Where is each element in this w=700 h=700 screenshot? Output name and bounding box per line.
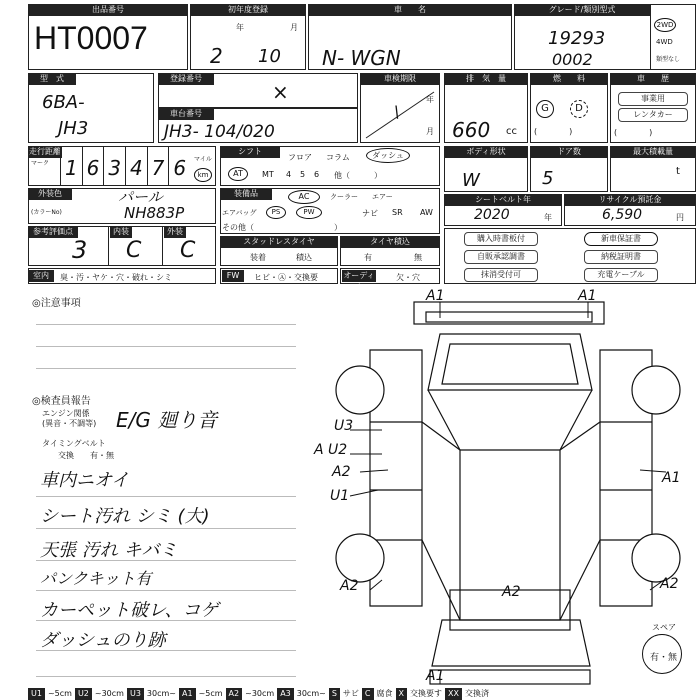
- legend-key: A2: [226, 688, 243, 700]
- equip-airbag: エアバッグ: [222, 209, 257, 217]
- audio-opts: 欠・穴: [396, 273, 420, 282]
- reg-no-label: 登録番号: [158, 73, 214, 85]
- inspector-note: 天張 汚れ キバミ: [40, 540, 178, 561]
- legend-key: A3: [277, 688, 294, 700]
- equip-sr: SR: [392, 208, 403, 217]
- damage-mark-u3: U3: [334, 418, 354, 434]
- legend-key: C: [362, 688, 374, 700]
- legend-bar: [28, 688, 696, 700]
- damage-mark-right-bottom-a2: A2: [660, 576, 679, 592]
- chassis-no: JH3- 104/020: [164, 122, 275, 142]
- color-name: パール: [118, 188, 163, 206]
- inspector-note: 車内ニオイ: [40, 470, 130, 491]
- color-code: NH883P: [124, 204, 185, 222]
- mileage-digit: 7: [147, 146, 169, 186]
- legend-val: 30cm~: [296, 689, 326, 698]
- legend-val: ~30cm: [94, 689, 124, 698]
- damage-mark-right-a1: A1: [662, 470, 681, 486]
- doc-tag: 自販承認調書: [464, 250, 538, 264]
- inspection-value: \: [394, 102, 400, 121]
- studless-label: スタッドレスタイヤ: [220, 236, 338, 248]
- legend-val: ~5cm: [47, 689, 72, 698]
- doc-tag: 購入時書板付: [464, 232, 538, 246]
- doc-tag: 納税証明書: [584, 250, 658, 264]
- engine-label: エンジン関係: [42, 409, 90, 418]
- studless-opt2: 積込: [296, 253, 312, 262]
- damage-mark-u2: A U2: [314, 442, 348, 458]
- month-unit: 月: [290, 23, 298, 32]
- inspector-note: カーペット破レ、コゲ: [40, 600, 219, 621]
- damage-mark-rear-a2: A2: [502, 584, 521, 600]
- note-line: [36, 496, 296, 497]
- fw-label: FW: [222, 270, 244, 282]
- model-name-label: 車 名: [308, 4, 512, 16]
- engine-note: E/G 廻り音: [116, 408, 218, 432]
- note-line: [36, 620, 296, 621]
- trans-5: 5: [300, 170, 306, 179]
- inspection-label: 車検期限: [360, 73, 440, 85]
- caution-label: ◎注意事項: [32, 298, 81, 309]
- tire-label: タイヤ積込: [340, 236, 440, 248]
- note-line: [36, 324, 296, 325]
- shift-label: シフト: [220, 146, 280, 158]
- mileage-digit: 1: [60, 146, 82, 186]
- damage-mark-top-left: A1: [426, 288, 445, 304]
- note-line: [36, 346, 296, 347]
- doc-tag: 抹消受付可: [464, 268, 538, 282]
- exterior-label: 外装: [164, 226, 186, 238]
- mileage-sub: マーク: [31, 160, 50, 167]
- model-type-label: 型 式: [28, 73, 76, 85]
- displacement-value: 660: [452, 118, 491, 142]
- legend-val: サビ: [342, 689, 359, 698]
- timing-sub: 交換 有・無: [58, 451, 114, 460]
- body-label: ボディ形状: [444, 146, 528, 158]
- drive-4wd: 4WD: [656, 38, 673, 46]
- damage-mark-bottom-a1: A1: [426, 668, 445, 684]
- rear-hatch: [432, 620, 590, 666]
- drive-2wd: 2WD: [654, 18, 676, 32]
- inspector-note: パンクキット有: [40, 569, 152, 588]
- legend-val: 腐食: [376, 689, 393, 698]
- note-line: [36, 528, 296, 529]
- equip-label: 装備品: [220, 188, 272, 200]
- history-label: 車 歴: [610, 73, 696, 85]
- capacity-unit: t: [676, 166, 680, 177]
- spare-value: 有・無: [650, 653, 678, 663]
- interior-label: 内装: [110, 226, 132, 238]
- eval-score: 3: [72, 236, 88, 264]
- trans-6: 6: [314, 170, 320, 179]
- lot-number: HT0007: [34, 20, 148, 56]
- doors-value: 5: [542, 168, 554, 189]
- equip-cooler: クーラー: [330, 193, 358, 201]
- inspector-note: シート汚れ シミ (大): [40, 506, 210, 527]
- eval-divider: [162, 226, 163, 266]
- tire-opt2: 無: [414, 253, 422, 262]
- equip-other: その他（ ）: [222, 223, 342, 232]
- car-diagram: [330, 290, 700, 686]
- drive-none: 類型なし: [656, 56, 681, 63]
- audio-label: オーディオ: [343, 271, 375, 292]
- note-line: [36, 650, 296, 651]
- equip-pw: PW: [296, 206, 322, 219]
- equip-ps: PS: [266, 206, 286, 219]
- inspection-year-unit: 年: [426, 95, 434, 104]
- damage-mark-left-bottom-a2: A2: [340, 578, 359, 594]
- trans-at: AT: [228, 167, 248, 181]
- first-reg-year: 2: [210, 44, 223, 68]
- wheel-front-right: [632, 366, 680, 414]
- grade-line2: 0002: [552, 50, 593, 69]
- history-rental: レンタカー: [618, 108, 688, 122]
- seatbelt-year: 2020: [474, 207, 510, 223]
- model-name: N- WGN: [322, 46, 401, 70]
- reg-no: ×: [272, 80, 289, 104]
- legend-key: U2: [75, 688, 92, 700]
- spare-label: スペア: [652, 623, 676, 632]
- note-line: [36, 368, 296, 369]
- equip-aw: AW: [420, 208, 433, 217]
- shift-floor: フロア: [288, 153, 312, 162]
- legend-val: 交換済: [464, 689, 489, 698]
- damage-mark-u1: U1: [330, 488, 350, 504]
- history-paren: ( ): [614, 128, 653, 137]
- equip-air: エアー: [372, 193, 393, 201]
- doc-tag-circled: 新車保証書: [584, 232, 658, 246]
- recycle-label: リサイクル預託金: [564, 194, 696, 206]
- doc-tag: 充電ケーブル: [584, 268, 658, 282]
- chassis-label: 車台番号: [158, 108, 214, 120]
- fuel-g: G: [536, 100, 554, 118]
- engine-sub: (異音・不調等): [42, 419, 97, 428]
- recycle-amount: 6,590: [602, 207, 643, 223]
- lot-label: 出品番号: [28, 4, 188, 16]
- interior-issues-label: 室内: [28, 270, 54, 282]
- fuel-d: D: [570, 100, 588, 118]
- damage-mark-a2: A2: [332, 464, 351, 480]
- inspection-month-unit: 月: [426, 127, 434, 136]
- legend-key: XX: [445, 688, 462, 700]
- seatbelt-label: シートベルト年: [444, 194, 562, 206]
- legend-key: X: [396, 688, 407, 700]
- legend-val: ~30cm: [245, 689, 275, 698]
- first-reg-label: 初年度登録: [190, 4, 306, 16]
- legend-key: A1: [179, 688, 196, 700]
- legend-val: 30cm~: [146, 689, 176, 698]
- legend-val: ~5cm: [198, 689, 223, 698]
- fuel-label: 燃 料: [530, 73, 608, 85]
- grade-line1: 19293: [548, 28, 606, 49]
- hood: [428, 334, 592, 390]
- mileage-unit-km: km: [194, 168, 212, 182]
- interior-score: C: [126, 238, 142, 263]
- legend-key: U1: [28, 688, 45, 700]
- capacity-label: 最大積載量: [610, 146, 696, 158]
- note-line: [36, 590, 296, 591]
- mileage-digit: 4: [125, 146, 147, 186]
- model-type: 6BA-: [42, 92, 85, 113]
- wheel-rear-left: [336, 534, 384, 582]
- mileage-unit: マイル: [194, 156, 212, 163]
- displacement-label: 排 気 量: [444, 73, 528, 85]
- equip-ac: AC: [288, 190, 320, 204]
- first-reg-month: 10: [258, 46, 281, 67]
- legend-val: 交換要す: [409, 689, 442, 698]
- recycle-unit: 円: [676, 213, 684, 222]
- note-line: [36, 560, 296, 561]
- exterior-score: C: [180, 238, 196, 263]
- studless-opt1: 装着: [250, 253, 266, 262]
- shift-column: コラム: [326, 153, 350, 162]
- fw-opts: ヒビ・Ⓐ・交換要: [254, 273, 318, 282]
- displacement-unit: cc: [506, 126, 517, 137]
- trans-other: 他（ ）: [334, 171, 382, 180]
- mileage-label: 走行距離: [29, 147, 61, 156]
- color-sub: (カラーNo): [31, 209, 62, 216]
- note-line: [36, 676, 296, 677]
- eval-label: 参考評価点: [28, 226, 78, 238]
- shift-dash: ダッシュ: [366, 148, 410, 163]
- doors-label: ドア数: [530, 146, 608, 158]
- trans-4: 4: [286, 170, 292, 179]
- model-type2: JH3: [58, 118, 89, 139]
- fuel-paren: ( ): [534, 127, 573, 136]
- timing-label: タイミングベルト: [42, 439, 106, 448]
- damage-mark-top-right: A1: [578, 288, 597, 304]
- trans-mt: MT: [262, 170, 274, 179]
- legend-key: S: [329, 688, 340, 700]
- eval-divider: [108, 226, 109, 266]
- year-unit: 年: [236, 23, 244, 32]
- body-value: W: [462, 170, 480, 191]
- wheel-rear-right: [632, 534, 680, 582]
- mileage-digits: [60, 146, 190, 186]
- tire-opt1: 有: [364, 253, 372, 262]
- mileage-digit: 6: [82, 146, 104, 186]
- grade-label: グレード/類別型式: [514, 4, 650, 16]
- mileage-digit: 6: [168, 146, 190, 186]
- seatbelt-unit: 年: [544, 213, 552, 222]
- wheel-front-left: [336, 366, 384, 414]
- history-business: 事業用: [618, 92, 688, 106]
- interior-issues: 臭・汚・ヤケ・穴・破れ・シミ: [60, 273, 172, 282]
- equip-navi: ナビ: [362, 209, 378, 218]
- inspector-note: ダッシュのり跡: [40, 630, 166, 651]
- mileage-digit: 3: [103, 146, 125, 186]
- inspector-label: ◎検査員報告: [32, 396, 91, 407]
- front-bumper: [414, 302, 604, 324]
- legend-key: U3: [127, 688, 144, 700]
- color-label: 外装色: [28, 188, 72, 200]
